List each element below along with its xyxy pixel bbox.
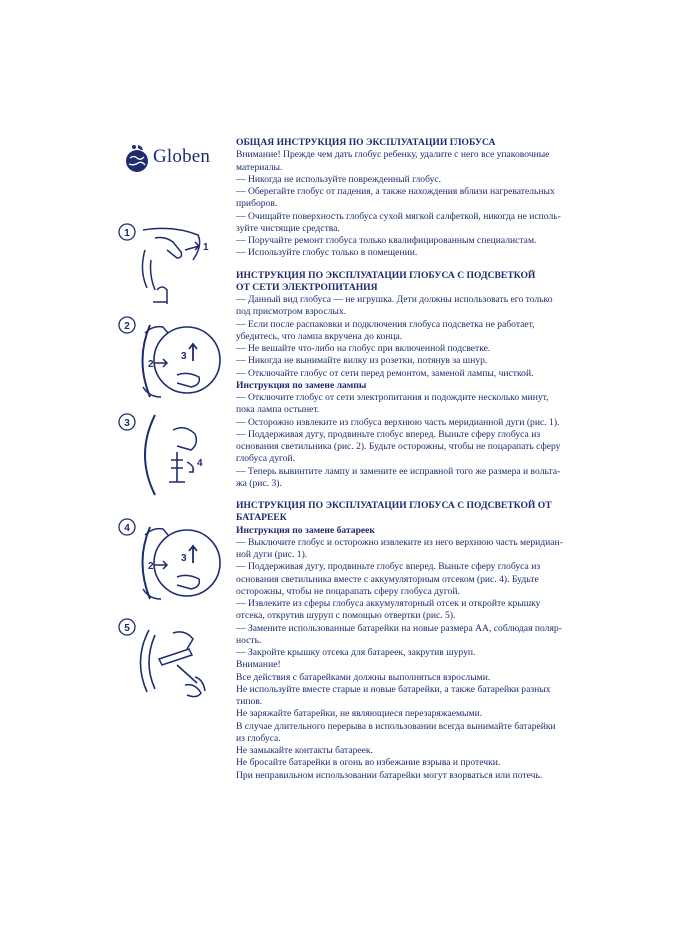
figure-2-illustration xyxy=(115,315,225,405)
svg-text:2: 2 xyxy=(148,359,154,370)
figure-number: 2 xyxy=(124,321,130,332)
lamp-line: — Теперь вывинтите лампу и замените ее исправной того же размера и вольта- xyxy=(236,465,561,477)
figure-3-illustration xyxy=(115,410,225,500)
battery-line: Все действия с батарейками должны выполняться взрослыми. xyxy=(236,671,491,683)
battery-line: — Закройте крышку отсека для батареек, закрутив шуруп. xyxy=(236,647,476,658)
battery-line: основания светильника вместе с аккумуляторным отсеком (рис. 4). Будьте xyxy=(236,573,539,585)
battery-line: из глобуса. xyxy=(236,732,281,744)
section2-line: — Никогда не вынимайте вилку из розетки, потянув за шнур. xyxy=(236,355,488,367)
battery-line: — Поддерживая дугу, продвиньте глобус вперед. Выньте сферу глобуса из xyxy=(236,561,541,573)
section1-line: приборов. xyxy=(236,198,278,210)
lamp-replacement-body xyxy=(236,392,580,490)
battery-line: ность. xyxy=(236,634,262,646)
battery-replacement-subtitle: Инструкция по замене батареек xyxy=(236,524,375,536)
svg-text:1: 1 xyxy=(203,242,209,253)
section2-title: ИНСТРУКЦИЯ ПО ЭКСПЛУАТАЦИИ ГЛОБУСА С ПОДСВЕТКОЙ xyxy=(236,269,536,281)
lamp-line: основания светильника (рис. 2). Будьте осторожны, чтобы не поцарапать сферу xyxy=(236,441,561,452)
svg-text:3: 3 xyxy=(181,553,187,564)
brand-name: Globen xyxy=(153,146,211,167)
figure-5 xyxy=(115,615,225,705)
section1-title: ОБЩАЯ ИНСТРУКЦИЯ ПО ЭКСПЛУАТАЦИИ ГЛОБУСА xyxy=(236,137,496,148)
figure-1 xyxy=(115,220,225,310)
section1-line: Внимание! Прежде чем дать глобус ребенку, удалите с него все упаковочные xyxy=(236,149,550,161)
battery-line: Не используйте вместе старые и новые батарейки, а также батарейки разных xyxy=(236,683,551,695)
section2-line: под присмотром взрослых. xyxy=(236,306,347,318)
figure-3 xyxy=(115,410,225,500)
figure-5-illustration xyxy=(115,615,225,705)
lamp-line: — Отключите глобус от сети электропитания и подождите несколько минут, xyxy=(236,392,549,403)
section1-body xyxy=(236,149,580,259)
section1-line: — Оберегайте глобус от падения, а также нахождения вблизи нагревательных xyxy=(236,186,555,197)
figure-4 xyxy=(115,515,225,605)
lamp-line: — Поддерживая дугу, продвиньте глобус вперед. Выньте сферу глобуса из xyxy=(236,428,541,440)
section1-line: зуйте чистящие средства. xyxy=(236,222,340,234)
battery-line: — Извлеките из сферы глобуса аккумуляторный отсек и откройте крышку xyxy=(236,598,541,609)
section2-body xyxy=(236,294,580,380)
figure-4-illustration xyxy=(115,515,225,605)
battery-line: В случае длительного перерыва в использовании всегда вынимайте батарейки xyxy=(236,720,556,732)
section1-line: — Используйте глобус только в помещении. xyxy=(236,247,418,259)
battery-line: Не заряжайте батарейки, не являющиеся перезаряжаемыми. xyxy=(236,708,483,720)
lamp-replacement-subtitle: Инструкция по замене лампы xyxy=(236,379,367,391)
lamp-line: жа (рис. 3). xyxy=(236,477,282,489)
figure-1-illustration xyxy=(115,220,225,310)
figure-number: 4 xyxy=(124,523,130,534)
figure-number: 1 xyxy=(124,228,130,239)
svg-text:3: 3 xyxy=(181,351,187,362)
section2-line: — Не вешайте что-либо на глобус при включенной подсветке. xyxy=(236,343,491,354)
globen-logo xyxy=(120,140,230,180)
battery-line: ной дуги (рис. 1). xyxy=(236,549,308,560)
section2-title-cont: ОТ СЕТИ ЭЛЕКТРОПИТАНИЯ xyxy=(236,281,378,293)
battery-line: Не бросайте батарейки в огонь во избежание взрыва и протечки. xyxy=(236,757,501,769)
battery-line: осторожны, чтобы не поцарапать сферу глобуса дугой. xyxy=(236,585,460,597)
section3-title-cont: БАТАРЕЕК xyxy=(236,512,287,524)
section1-line: материалы. xyxy=(236,161,283,173)
battery-line: отсека, открутив шуруп с помощью отвертки (рис. 5). xyxy=(236,610,456,622)
section3-title: ИНСТРУКЦИЯ ПО ЭКСПЛУАТАЦИИ ГЛОБУСА С ПОДСВЕТКОЙ ОТ xyxy=(236,500,552,511)
lamp-line: — Осторожно извлеките из глобуса верхнюю часть меридианной дуги (рис. 1). xyxy=(236,416,560,428)
section1-line: — Никогда не используйте поврежденный глобус. xyxy=(236,173,442,185)
figure-number: 5 xyxy=(124,623,130,634)
lamp-line: пока лампа остынет. xyxy=(236,404,320,416)
figure-number: 3 xyxy=(124,418,130,429)
battery-line: При неправильном использовании батарейки могут взорваться или потечь. xyxy=(236,769,543,781)
battery-line: Внимание! xyxy=(236,659,281,671)
section2-line: — Если после распаковки и подключения глобуса подсветка не работает, xyxy=(236,318,535,330)
lamp-line: глобуса дугой. xyxy=(236,453,296,465)
battery-line: Не замыкайте контакты батареек. xyxy=(236,745,373,756)
battery-line: — Выключите глобус и осторожно извлеките из него верхнюю часть меридиан- xyxy=(236,536,563,548)
section2-line: — Отключайте глобус от сети перед ремонтом, заменой лампы, чисткой. xyxy=(236,367,534,379)
globe-logo-icon xyxy=(120,142,154,176)
section3-body xyxy=(236,537,580,782)
figure-2 xyxy=(115,315,225,405)
instructions-text xyxy=(236,137,580,782)
battery-line: — Замените использованные батарейки на новые размера АА, соблюдая поляр- xyxy=(236,622,562,634)
section1-line: — Очищайте поверхность глобуса сухой мягкой салфеткой, никогда не исполь- xyxy=(236,210,561,222)
svg-text:2: 2 xyxy=(148,561,154,572)
svg-text:4: 4 xyxy=(197,458,203,469)
section2-line: — Данный вид глобуса — не игрушка. Дети должны использовать его только xyxy=(236,294,553,305)
section2-line: убедитесь, что лампа вкручена до конца. xyxy=(236,330,403,342)
section1-line: — Поручайте ремонт глобуса только квалифицированным специалистам. xyxy=(236,235,537,246)
battery-line: типов. xyxy=(236,696,263,707)
